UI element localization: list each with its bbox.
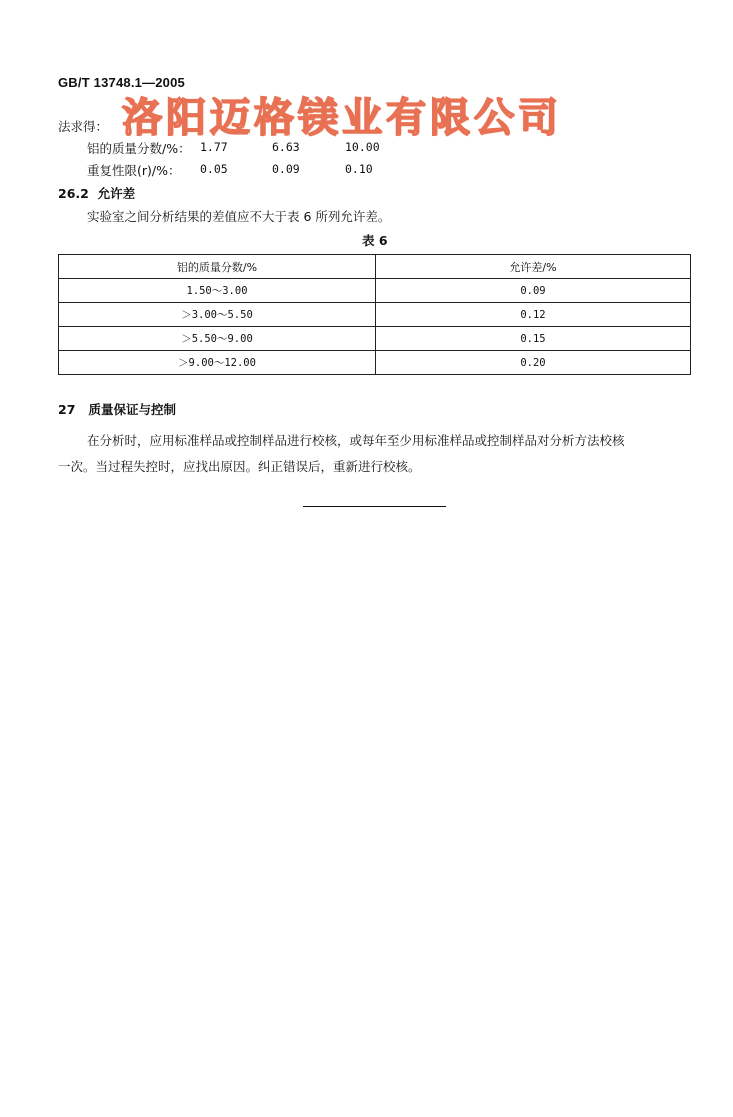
repeatability-limit-value-2: 0.09	[272, 162, 300, 176]
precision-intro: 法求得：	[58, 119, 109, 134]
section-27-body-line-1: 在分析时，应用标准样品或控制样品进行校核，或每年至少用标准样品或控制样品对分析方法校核	[87, 433, 625, 448]
end-rule	[303, 506, 446, 507]
table-header-tolerance: 允许差/%	[376, 255, 691, 279]
table-row	[59, 351, 691, 375]
aluminium-fraction-value-3: 10.00	[345, 140, 380, 154]
table-6	[58, 254, 691, 375]
section-26-2-title: 允许差	[97, 186, 136, 201]
section-26-2-number: 26.2	[58, 186, 89, 201]
section-26-2-heading	[58, 184, 135, 202]
repeatability-limit-label: 重复性限(r)/%：	[87, 163, 181, 178]
table-row	[59, 303, 691, 327]
standard-number: GB/T 13748.1—2005	[58, 75, 185, 90]
aluminium-fraction-label: 铝的质量分数/%：	[87, 141, 191, 156]
aluminium-fraction-value-1: 1.77	[200, 140, 228, 154]
aluminium-fraction-value-2: 6.63	[272, 140, 300, 154]
table-row	[59, 279, 691, 303]
section-26-2-body: 实验室之间分析结果的差值应不大于表 6 所列允许差。	[87, 209, 391, 224]
watermark-logo: 洛阳迈格镁业有限公司	[122, 95, 562, 141]
table-cell-range: ＞9.00～12.00	[59, 351, 376, 375]
table-cell-range: ＞5.50～9.00	[59, 327, 376, 351]
table-6-caption: 表 6	[362, 233, 388, 248]
table-cell-tolerance: 0.20	[376, 351, 691, 375]
table-row	[59, 327, 691, 351]
table-cell-tolerance: 0.15	[376, 327, 691, 351]
section-27-body-line-2: 一次。当过程失控时，应找出原因。纠正错误后，重新进行校核。	[58, 459, 421, 474]
table-header-fraction: 铝的质量分数/%	[59, 255, 376, 279]
table-cell-range: ＞3.00～5.50	[59, 303, 376, 327]
table-cell-tolerance: 0.09	[376, 279, 691, 303]
repeatability-limit-value-3: 0.10	[345, 162, 373, 176]
table-header-row	[59, 255, 691, 279]
table-cell-tolerance: 0.12	[376, 303, 691, 327]
section-27-title: 质量保证与控制	[88, 402, 176, 417]
table-cell-range: 1.50～3.00	[59, 279, 376, 303]
repeatability-limit-value-1: 0.05	[200, 162, 228, 176]
section-27-number: 27	[58, 402, 76, 417]
section-27-heading	[58, 400, 176, 418]
